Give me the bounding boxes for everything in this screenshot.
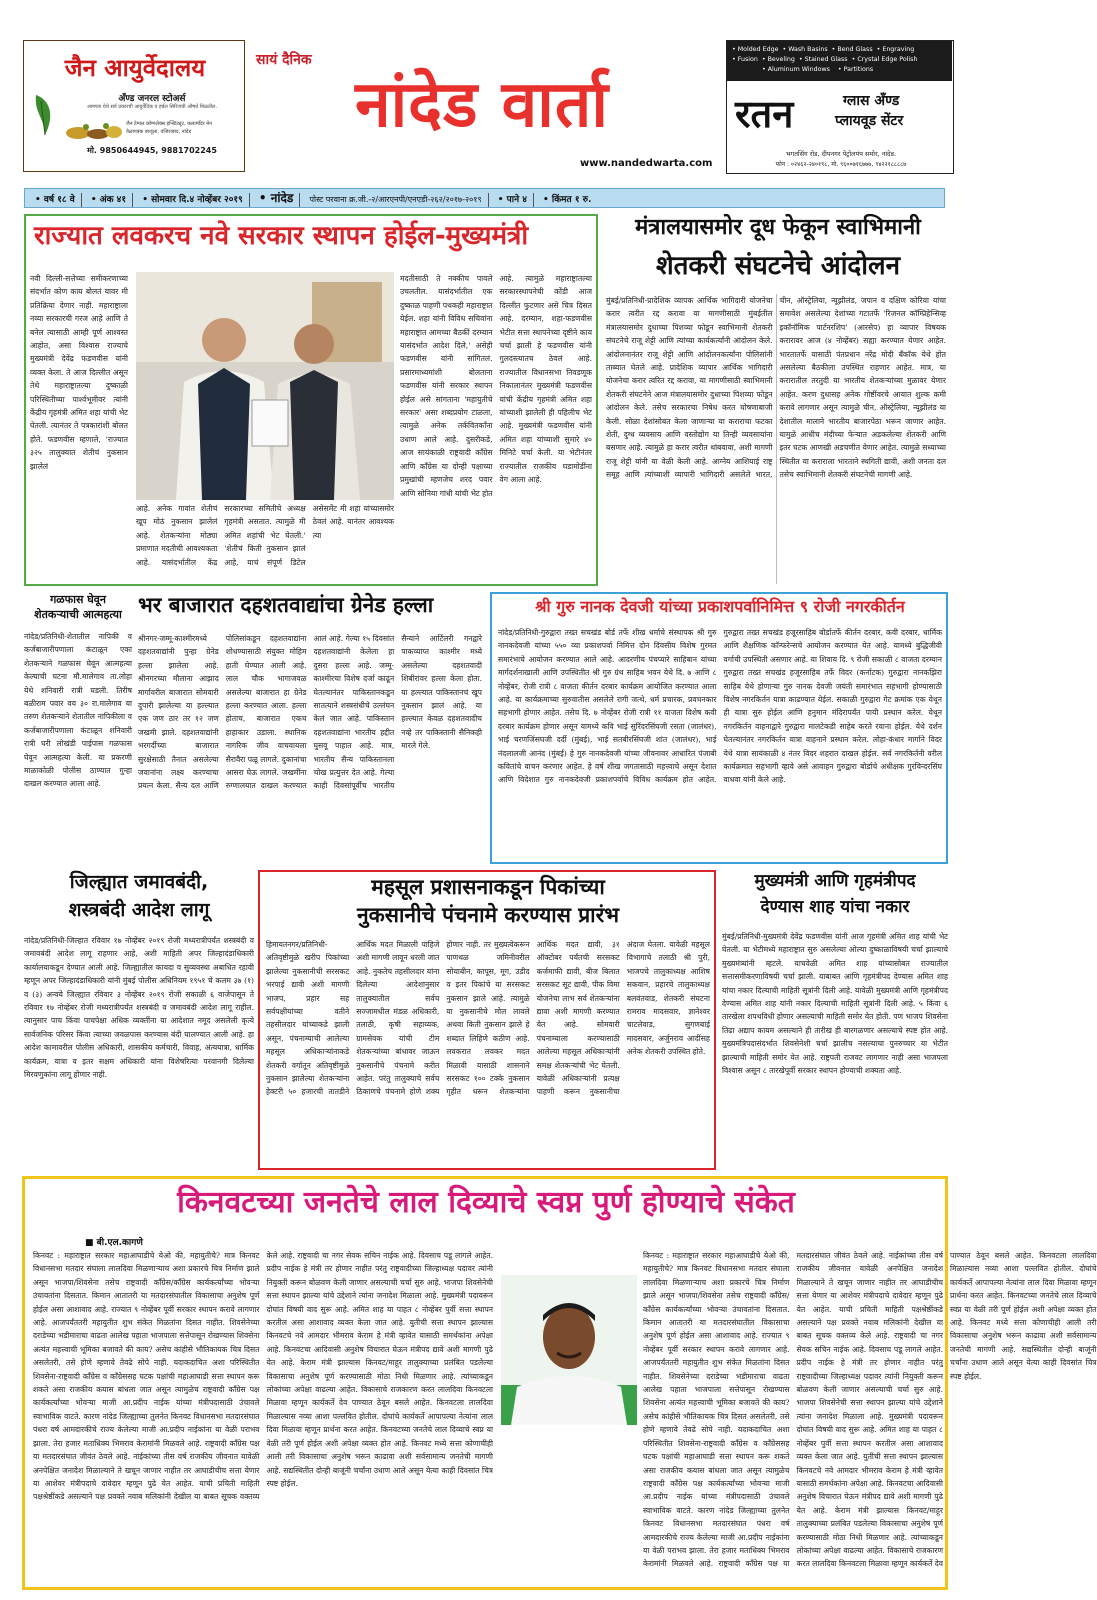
ad-left-line3: वेळापत्रक बाजूला, वजिराबाद, नांदेड	[126, 129, 192, 135]
lead-body-under: आहे. अनेक गावांत शेतीचं खूप मोठं नुकसान झालेलं आहे. शेतकऱ्यांना मोठ्या प्रमाणात मदतीची आवश्यकता आहे. यासंदर्भातील केंद्र सरकारच्या समितीचे अध्यक्ष गृहमंत्री असतात. त्यामुळे मी अमित शहांची भेट घेतली.' 'शेतीचं किती नुकसान झालं आहे, याचं संपूर्ण डिटेल असेसमेंट मी शहा यांच्यासमोर ठेवलं आहे. यानंतर आवश्यक त्या	[136, 504, 394, 567]
ad-left-subtitle: अँण्ड जनरल स्टोअर्स	[118, 94, 186, 104]
ad-right-address: भगतसिंग रोड, दीपनगर पेट्रोलपंप समोर, नांदेड.	[785, 150, 897, 158]
guru-nanak-body: नांदेड/प्रतिनिधी-गुरुद्वारा तख्त सचखंड बोर्ड तर्फे शीख धर्माचे संस्थापक श्री गुरु नानकदेवजी यांच्या ५५० व्या प्रकाशपर्वा निमित्त दोन दिवसीय विशेष गुरमत समारंभाचे आयोजन करण्यात आले आहे. आदरणीय पंचप्यारे साहिबान यांच्या मार्गदर्शनाखाली आणि उपस्थितीत श्री गुरु ग्रंथ साहिब भवन येथे दि. ७ आणि ८ नोव्हेंबर, रोजी रात्री ८ वाजता कीर्तन दरबार कार्यक्रम आयोजित करण्यात आला आहे. या कार्यक्रमाच्या सुरुवातीस असलेले रागी जत्थे, धर्म प्रचारक, प्रवचनकार सहभागी होणार आहेत. तसेच दि. ७ नोव्हेंबर रोजी रात्री ११ वाजता विशेष कवी दरबार कार्यक्रम होणार असून यामध्ये कवि भाई सुरिंदरसिंघजी रसता (जालंधर), भाई चरणजिंसघजी दर्दी (मुंबई), भाई सतबीरसिंघजी शांत (जालंधर), भाई नंदलालजी आनंद (मुंबई) हे गुरु नानकदेवजी यांच्या जीवनावर आधारित पंजाबी कवितांचे वाचन करणार आहेत. हे वर्ष शीख जगतासाठी महत्त्वाचे असून देशात आणि विदेशात गुरु नानकदेवजी प्रकाशपर्वाचे विविध कार्यक्रम होत आहेत. गुरुद्वारा तख्त सचखंड हजूरसाहिब बोर्डातर्फे कीर्तन दरबार, कवी दरबार, धार्मिक आणि शैक्षणिक कॉन्फरेन्सचे आयोजन करण्यात येत आहे. यामध्ये बुद्धिजीवी वर्गाची उपस्थिती असणार आहे. या शिवाय दि. ९ रोजी सकाळी ८ वाजता दरम्यान गुरुद्वारा तख्त सचखंड हजूरसाहिब तर्फे विदर (कर्नाटक) गुरुद्वारा नानकझिरा साहिब येथे होणाऱ्या गुरु नानक देवजी जयंती समारंभात सहभागी होण्यासाठी विशेष नगरकिर्तन यात्रा काढण्यात येईल. सकाळी गुरुद्वारा गेट क्रमांक एक येथून ही यात्रा सुरु होईल आणि हनुमान मंदिरापर्यंत पायी प्रस्थान करेल. येथून नगरकिर्तन वाहनाद्वारे गुरुद्वारा मालटेकडी साहेब करते रवाना होईल. येथे दर्शन घेतल्यानंतर नगरकिर्तन यात्रा वाहनाने प्रस्थान करेल. लोहा-कंधार मार्गाने विदर येथे यात्रा सायंकाळी ४ नंतर विदर शहरात दाखल होईल. सर्व नगरकिर्तनी वरील कार्यक्रमात सहभागी व्हावे असे आवाहन गुरुद्वारा बोर्डाचे अधीक्षक गुरविन्दरसिंघ वाधवा यांनी केले आहे.	[498, 628, 942, 785]
milk-protest-headline-2: शेतकरी संघटनेचे आंदोलन	[655, 251, 901, 281]
ad-right-name-line2: प्लायवूड सेंटर	[835, 113, 904, 129]
cm-home-ministry-body: मुंबई/प्रतिनिधी-मुख्यमंत्री देवेंद्र फडणवीस यांनी आज गृहमंत्री अमित शाह यांची भेट घेतली. या भेटीमध्ये महाराष्ट्रात सुरु असलेल्या ओल्या दुष्काळाविषयी चर्चा झाल्याचे मुख्यमंत्र्यांनी म्हटले. याचवेळी अमित शाह यांच्यासोबत राज्यातील सत्तासमीकरणाविषयी चर्चा झाली. याबाबत आणि गृहमंत्रीपद देण्यास अमित शाह यांचा नकार दिल्याची माहिती सूत्रांनी दिली आहे. यावेळी मुख्यमंत्री आणि गृहमंत्रीपद देण्यास अमित शाह यांनी नकार दिल्याची माहिती सूत्रांनी दिली आहे. ५ किंवा ६ तारखेला शपथविधी होणार असल्याची माहिती समोर येत होती. पण भाजप शिवसेना तिढा अद्याप कायम असल्याने ही तारीख ही बारगळणार असल्याचे स्पष्ट होत आहे. मुख्यमंत्रिपदासंदर्भात शिवसेनेशी चर्चा झालीच नसल्याचा पुनरुच्चार या भेटीत झाल्याची माहिती समोर येत आहे. राष्ट्रपती राजवट लागणार नाही असा भाजपला विश्वास असून ८ तारखेपूर्वी सरकार स्थापन होण्याची शक्यता आहे.	[722, 932, 948, 1076]
dateline-price: • किंमत १ रु.	[543, 195, 592, 205]
crop-loss-headline-2: नुकसानीचे पंचनामे करण्यास प्रारंभ	[357, 903, 619, 927]
ad-right-phone: फोन : ०२४६२-२४०१९८, मो. ९६००७१६७७७, ९४२२१८८८८७	[775, 161, 907, 168]
dateline-date: • सोमवार दि.४ नोव्हेंबर २०१९	[142, 195, 243, 205]
kinwat-body-right	[643, 1249, 1097, 1583]
farmer-suicide-body: नांदेड/प्रतिनिधी-शेतातील नापिकी व कर्जबाजारीपणाला कंटाळून एका शेतकऱ्याने गळफास घेवून आत्महत्या केल्याची घटना मौ.मालेगाव ता.लोहा येथे शनिवारी रात्री घडली. तिरीष बळीराम पवार वय ३० रा.मालेगाव या तरुण शेतकऱ्याने शेतातील नापिकीला व कर्जबाजारीपणाला कंटाळून शनिवारी रात्री घरी लोखंडी पाईपास गळफास घेवून आत्महत्या केली. या प्रकरणी माळाकोळी पोलीस ठाण्यात गुन्हा दाखल करण्यात आला आहे.	[24, 632, 132, 789]
leaf-icon	[30, 89, 60, 137]
dateline-permit: पोस्ट परवाना क्र.जी.-२/आरएनपी/एनएडी-२६२/२०१७-२०१९	[309, 195, 482, 204]
kinwat-body-left: किनवट : महाराष्ट्रात सरकार महाआघाडीचे येओ की, महायुतीचे? मात्र किनवट विधानसभा मतदार संघाला लालदिवा मिळणाऱ्याच अशा प्रकारचे चित्र निर्माण झाले असून भाजपा/शिवसेना तसेच राष्ट्रवादी काँग्रेस/काँग्रेस कार्यकर्त्यांच्या भोवऱ्या उंचावतांना दिसतात. किमान आतातरी या मतदारसंघातील विकासाचा अनुशेष पूर्ण होईल असा आशावाद आहे. राज्यात ९ नोव्हेंबर पूर्वी सरकार स्थापन करावे लागणार आहे. आजपर्यंततरी महायुतीत शुभ संकेत मिळतांना दिसत नाहीत. शिवसेनेच्या दराडेच्या भडीमाराचा वाढता आलेख पहाता भाजपाला सत्तेपासून रोखण्यास शिवसेना अत्यंत महत्त्वाची भूमिका बजावते की काय? असेच कांहीसे भौतिकायक चित्र दिसत असलेतरी, तसे होणे म्हणावे तेवढे सोपे नाही. यदाकदाचित अशा परिस्थितीत शिवसेना-राष्ट्रवादी काँग्रेस व काँग्रेससह घटक पक्षांची महाआघाडी सत्ता स्थापन करू शकते असा राजकीय कयास बांधला जात असून त्यामुळेच राष्ट्रवादी काँग्रेस पक्ष कार्यकर्त्यांच्या भोवऱ्या माजी आ.प्रदीप नाईक यांच्या मंत्रीपदासाठी उंचावले स्वाभाविक वाटते. कारण नांदेड जिल्ह्याच्या तुलनेत किनवट विधानसभा मतदारसंघात पंधरा वर्ष आमदारकीचे राज्य केलेल्या माजी आ.प्रदीप नाईकांना या वेळी पराभव झाला. तेरा हजार मताधिक्य भिमराव केरामांनी मिळवले आहे. राष्ट्रवादी काँग्रेस पक्ष या मतदारसंघात जीवंत ठेवले आहे. नाईकांच्या तीस वर्ष राजकीय जीवनात यावेळी अनपेक्षित जनादेश मिळाल्याने ते खचून जाणार नाहीत तर आघाडीचीच सत्ता येणार या आशेवर मंत्रीपदाचे दावेदार म्हणून पुढे येत आहेत. याची प्रचिती माहिती पक्षश्रेष्ठींकडे असल्याने पक्ष प्रवक्ते नवाब मलिकांनी देखील या बाबत सूचक वक्तव्य केले आहे. राष्ट्रवादी चा नगर सेवक सचिन नाईक आहे. दिवसाच पडू लागले आहेत. प्रदीप नाईक हे मंत्री तर होणार नाहीत परंतु राष्ट्रवादीच्या जिल्हाध्यक्ष पदावर त्यांनी नियुक्ती करून बोळवण केली जाणार असल्याची चर्चा सुरु आहे. भाजपा शिवसेनेची सत्ता स्थापन झाल्या यांचे उद्देशाने त्यांना जनादेश मिळाला आहे. मुख्यमंत्री पदावरून दोघांत विषयी वाद सुरू आहे. अमित शाह या पाहत ८ नोव्हेंबर पुर्वी सत्ता स्थापन करतील असा आशावाद व्यक्त केला जात आहे. युतीची सत्ता स्थापन झाल्यास किनवटचे नवे आमदार भीमराव केराम हे मंत्री व्हावेत यासाठी समर्थकांना अपेक्षा आहे. किनवटचा आदिवासी अनुशेष विचारात घेऊन मंत्रीपद द्यावे अशी मागणी पुढे येत आहे. केराम मंत्री झाल्यास किनवट/माहूर तालुक्याच्या प्रलंबित पडलेल्या विकासाचा अनुशेष पूर्ण करण्यासाठी मोठा निधी मिळणार आहे. त्यांच्याकडून लोकांच्या अपेक्षा वाढल्या आहेत. विकासाचे राजकारण करत लालदिवा किनवटला मिळावा म्हणून कार्यकर्ते देव पाण्यात ठेवून बसले आहेत. किनवटला लालदिवा मिळाल्यास नव्या आशा पल्लवित होतील. दोघांचे कार्यकर्ते आपापल्या नेत्यांना लाल दिवा मिळावा म्हणून प्रार्थना करत आहेत. किनवटच्या जनतेचे लाल दिव्याचे स्वप्न या वेळी तरी पूर्ण होईल अशी अपेक्षा व्यक्त होत आहे. किनवट मध्ये सत्ता कोणाचीही आली तरी विकासाचा अनुशेष भरून काढावा अशी सर्वसामान्य जनतेची मागणी आहे. सद्यस्थितीत दोन्ही बाजूंनी चर्चांना उधाण आले असून येत्या काही दिवसांत चित्र स्पष्ट होईल.	[33, 1251, 493, 1502]
prohibitory-order-headline-2: शस्त्रबंदी आदेश लागू	[68, 899, 210, 921]
kinwat-body-right-text: किनवट : महाराष्ट्रात सरकार महाआघाडीचे येओ की, महायुतीचे? मात्र किनवट विधानसभा मतदार संघाला लालदिवा मिळणाऱ्याच अशा प्रकारचे चित्र निर्माण झाले असून भाजपा/शिवसेना तसेच राष्ट्रवादी काँग्रेस/काँग्रेस कार्यकर्त्यांच्या भोवऱ्या उंचावतांना दिसतात. किमान आतातरी या मतदारसंघातील विकासाचा अनुशेष पूर्ण होईल असा आशावाद आहे. राज्यात ९ नोव्हेंबर पूर्वी सरकार स्थापन करावे लागणार आहे. आजपर्यंततरी महायुतीत शुभ संकेत मिळतांना दिसत नाहीत. शिवसेनेच्या दराडेच्या भडीमाराचा वाढता आलेख पहाता भाजपाला सत्तेपासून रोखण्यास शिवसेना अत्यंत महत्त्वाची भूमिका बजावते की काय? असेच कांहीसे भौतिकायक चित्र दिसत असलेतरी, तसे होणे म्हणावे तेवढे सोपे नाही. यदाकदाचित अशा परिस्थितीत शिवसेना-राष्ट्रवादी काँग्रेस व काँग्रेससह घटक पक्षांची महाआघाडी सत्ता स्थापन करू शकते असा राजकीय कयास बांधला जात असून त्यामुळेच राष्ट्रवादी काँग्रेस पक्ष कार्यकर्त्यांच्या भोवऱ्या माजी आ.प्रदीप नाईक यांच्या मंत्रीपदासाठी उंचावले स्वाभाविक वाटते. कारण नांदेड जिल्ह्याच्या तुलनेत किनवट विधानसभा मतदारसंघात पंधरा वर्ष आमदारकीचे राज्य केलेल्या माजी आ.प्रदीप नाईकांना या वेळी पराभव झाला. तेरा हजार मताधिक्य भिमराव केरामांनी मिळवले आहे. राष्ट्रवादी काँग्रेस पक्ष या मतदारसंघात जीवंत ठेवले आहे. नाईकांच्या तीस वर्ष राजकीय जीवनात यावेळी अनपेक्षित जनादेश मिळाल्याने ते खचून जाणार नाहीत तर आघाडीचीच सत्ता येणार या आशेवर मंत्रीपदाचे दावेदार म्हणून पुढे येत आहेत. याची प्रचिती माहिती पक्षश्रेष्ठींकडे असल्याने पक्ष प्रवक्ते नवाब मलिकांनी देखील या बाबत सूचक वक्तव्य केले आहे. राष्ट्रवादी चा नगर सेवक सचिन नाईक आहे. दिवसाच पडू लागले आहेत. प्रदीप नाईक हे मंत्री तर होणार नाहीत परंतु राष्ट्रवादीच्या जिल्हाध्यक्ष पदावर त्यांनी नियुक्ती करून बोळवण केली जाणार असल्याची चर्चा सुरु आहे. भाजपा शिवसेनेची सत्ता स्थापन झाल्या यांचे उद्देशाने त्यांना जनादेश मिळाला आहे. मुख्यमंत्री पदावरून दोघांत विषयी वाद सुरू आहे. अमित शाह या पाहत ८ नोव्हेंबर पुर्वी सत्ता स्थापन करतील असा आशावाद व्यक्त केला जात आहे. युतीची सत्ता स्थापन झाल्यास किनवटचे नवे आमदार भीमराव केराम हे मंत्री व्हावेत यासाठी समर्थकांना अपेक्षा आहे. किनवटचा आदिवासी अनुशेष विचारात घेऊन मंत्रीपद द्यावे अशी मागणी पुढे येत आहे. केराम मंत्री झाल्यास किनवट/माहूर तालुक्याच्या प्रलंबित पडलेल्या विकासाचा अनुशेष पूर्ण करण्यासाठी मोठा निधी मिळणार आहे. त्यांच्याकडून लोकांच्या अपेक्षा वाढल्या आहेत. विकासाचे राजकारण करत लालदिवा किनवटला मिळावा म्हणून कार्यकर्ते देव पाण्यात ठेवून बसले आहेत. किनवटला लालदिवा मिळाल्यास नव्या आशा पल्लवित होतील. दोघांचे कार्यकर्ते आपापल्या नेत्यांना लाल दिवा मिळावा म्हणून प्रार्थना करत आहेत. किनवटच्या जनतेचे लाल दिव्याचे स्वप्न या वेळी तरी पूर्ण होईल अशी अपेक्षा व्यक्त होत आहे. किनवट मध्ये सत्ता कोणाचीही आली तरी विकासाचा अनुशेष भरून काढावा अशी सर्वसामान्य जनतेची मागणी आहे. सद्यस्थितीत दोन्ही बाजूंनी चर्चांना उधाण आले असून येत्या काही दिवसांत चित्र स्पष्ट होईल.	[643, 1251, 1097, 1569]
cm-home-ministry-headline-2: देण्यास शाह यांचा नकार	[760, 897, 910, 917]
grenade-attack-body: श्रीनगर-जम्मू-काश्मीरमध्ये दहशतवाद्यांनी पुन्हा ग्रेनेड हल्ला झालेला आहे. श्रीनगरच्या मौलाना आझाद मार्गावरील बाजारात सोमवारी दुपारी झालेल्या या हल्ल्यात एक जण ठार तर १२ जण जखमी झाले. दहशतवाद्यांनी भरगर्दीच्या बाजारात सुरक्षेसाठी तैनात असलेल्या जवानांना लक्ष्य करण्याचा प्रयत्न केला. सैन्य दल आणि पोलिसांकडून दहशतवाद्यांना शोधण्यासाठी संयुक्त मोहिम हाती घेण्यात आली आहे. लाल चौक भागाजवळ असलेल्या बाजारात हा ग्रेनेड हल्ला करण्यात आला. हल्ला होताच, बाजारात एकच हाहाकार उडाला. स्थानिक नागरिक जीव वाचवायला सैरावैरा पळू लागले. दुकानांचा आसरा घेऊ लागले. जखमींना रुग्णालयात दाखल करण्यात आलं आहे. गेल्या १५ दिवसांत दहशतवाद्यांनी केलेला हा दुसरा हल्ला आहे. जम्मू-काश्मीरचा विशेष दर्जा काढून घेतल्यानंतर पाकिस्तानकडून सातत्याने शस्त्रसंधीचे उल्लंघन केलं जात आहे. पाकिस्तान दहशतवाद्यांना भारतीय हद्दीत घुसवू पाहात आहे. मात्र, भारतीय सैन्य पाकिस्तानला चोख प्रत्युत्तर देत आहे. गेल्या काही दिवसांपूर्वीच भारतीय सैन्याने आर्टिलरी गनद्वारे पाकव्याप्त काश्मीर मध्ये असलेल्या दहशतवादी शिबीरांवर हल्ला केला होता. या हल्ल्यात पाकिस्तानचं खूप नुकसान झालं आहे. या हल्ल्यात केवळ दहशतवादीच नव्हे तर पाकिस्तानी सैनिकही मारले गेले.	[138, 634, 482, 791]
masthead-title: नांदेड वार्ता	[355, 68, 609, 142]
prohibitory-order-story	[24, 872, 254, 1168]
masthead	[20, 40, 968, 180]
kinwat-story	[22, 1176, 1097, 1590]
lead-body-right: मदतीसाठी ते नक्कीच पावले उचलतील. यासंदर्भातील एक दुष्काळ पाहणी पथकही महाराष्ट्रात येईल. शहा यांनी विविध सचिवांना महाराष्ट्रात आमच्या बैठकीं दरम्यान यासंदर्भात आदेश दिले,' असेही फडणवीस यांनी सांगितलं. प्रसारमाध्यमांशी बोलताना फडणवीस यांनी सरकार स्थापन होईल असे सांगताना 'महायुतीचे सरकार' असा शब्दप्रयोग टाळला, त्यामुळे अनेक तर्कवितर्कांना उधाण आले आहे. दुसरीकडे, आज सायंकाळी राष्ट्रवादी काँग्रेस आणि काँग्रेस या दोन्ही पक्षाच्या प्रमुखांची म्हणजेच शरद पवार आणि सोनिया गांधी यांची भेट होत आहे. त्यामुळे महाराष्ट्रातल्या सरकारस्थापनेची कोंडी आज दिल्लीत फुटणार असे चित्र दिसत आहे. दरम्यान, शहा-फडणवीस भेटीत सत्ता स्थापनेच्या दृष्टीने काय चर्चा झाली हे फडणवीस यांनी गुलदस्त्यातच ठेवलं आहे. राज्यातील विधानसभा निवडणूक निकालानंतर मुख्यमंत्री फडणवीस यांची केंद्रीय गृहमंत्री अमित शहा यांच्याशी झालेली ही पहिलीच भेट आहे. मुख्यमंत्री फडणवीस यांनी अमित शहा यांच्याशी सुमारे ४० मिनिटे चर्चा केली. या भेटीनंतर राज्यातील राजकीय घडामोडींना वेग आला आहे.	[400, 274, 592, 498]
farmer-suicide-headline-1: गळफास घेवून	[50, 593, 106, 606]
cm-home-ministry-story	[722, 872, 948, 1168]
ad-left-title: जैन आयुर्वेदालय	[64, 54, 206, 82]
ad-right-brand: रतन	[735, 92, 794, 136]
lead-headline: राज्यात लवकरच नवे सरकार स्थापन होईल-मुख्यमंत्री	[34, 221, 529, 251]
prohibitory-order-headline-1: जिल्ह्यात जमावबंदी,	[69, 871, 209, 893]
masthead-tagline: सायं दैनिक	[256, 52, 312, 68]
kinwat-photo	[501, 1275, 637, 1425]
guru-nanak-headline: श्री गुरु नानक देवजी यांच्या प्रकाशपर्वानिमित्त ९ रोजी नगरकीर्तन	[535, 597, 905, 616]
grenade-attack-story	[138, 594, 482, 864]
dateline-issue: • अंक ४१	[90, 195, 127, 205]
grenade-attack-headline: भर बाजारात दहशतवाद्यांचा ग्रेनेड हल्ला	[138, 593, 434, 617]
services-row-2: • Fusion • Beveling • Stained Glass • Crystal Edge Polish	[732, 56, 918, 63]
services-row-3: • Aluminum Windows • Partitions	[762, 66, 874, 73]
crop-loss-body: हिमायतनगर/प्रतिनिधी-अतिवृष्टीमुळे खरीप पिकांच्या झालेल्या नुकसानीची सरसकट भरपाई द्यावी अशी मागणी भाजप, प्रहार सह सर्वपक्षीयांच्या वतीने तहसीलदार यांच्याकडे झाली असून, पंचनाम्याची आलेल्या महसूल अधिकाऱ्यांनाकडे शेतकरी वर्गातून अतिवृष्टीमुळे नुकसान झालेल्या शेतकऱ्यांना हेक्टरी ५० हजारची तातडीने आर्थिक मदत मिळाली पाहिजे अशी मागणी लावून धरली जात आहे. नुकतेच तहसीलदार यांना दिलेल्या आदेशानुसार तालुक्यातील सर्वच सज्जामधील मंडळ अधिकारी, तलाठी, कृषी सहाय्यक, ग्रामसेवक यांची टीम शेतकऱ्यांच्या बांधावर जाऊन नुकसानीचे पंचनामे करीत आहेत. परंतु तालुक्याचे सर्वच ठिकाणचे पंचनामे होणे शक्य होणार नाही. तर मुख्यत्वेकरून पाणथळ जमिनीवरील सोयाबीन, कापूस, मूग, उडीद व इतर पिकांचे या सरसकट नुकसान झाले आहे. त्यामुळे या नुकसानीचे मोल लावले अथवा किती नुकसान झाले हे शब्दात लिहिणे कठीण आहे. लवकरात लवकर मदत मिळावी यासाठी शासनाने सरसकट १०० टक्के नुकसान गृहीत धरून शेतकऱ्यांना आर्थिक मदत द्यावी, ३१ ऑक्टोबर पर्यंतची सरसकट कर्जमाफी द्यावी, बीज बिलात सरसकट सूट द्यावी, पीक विमा योजनेचा लाभ सर्व शेतकऱ्यांना द्यावा अशी मागणी करण्यात येत आहे. सोमवारी पंचनाम्याला करण्यासाठी आलेल्या महसूल अधिकाऱ्यांनी समक्ष शेतकऱ्यांची भेट घेतली. यावेळी अधिकाऱ्यांनी प्रत्यक्ष पाहणी करून नुकसानीचा अंदाज घेतला. यावेळी महसूल विभागाचे तलाठी श्री पुरी, भाजपचे तालुकाध्यक्ष आशिष सकवान, प्रहारचे तालुकाध्यक्ष बलवंतवाड, शेतकरी संघटना रामराव मादसवार, ज्ञानेश्वर चाटलेवाड, सुगणबाई मादसवार, अर्जुनराव आदींसह अनेक शेतकरी उपस्थित होते.	[266, 940, 710, 1097]
kinwat-headline: किनवटच्या जनतेचे लाल दिव्याचे स्वप्न पुर्ण होण्याचे संकेत	[177, 1185, 795, 1220]
lead-body-left: नवी दिल्ली-सत्तेच्या समीकरणाच्या संदर्भात कोण काय बोलतं यावर मी प्रतिक्रिया देणार नाही. महाराष्ट्राला नव्या सरकारची गरज आहे आणि ते बनेल त्यासाठी आम्ही पूर्ण आश्वस्त आहोत, असा विश्वास राज्याचे मुख्यमंत्री देवेंद्र फडणवीस यांनी व्यक्त केला. ते आज दिल्लीत असून तेथे महाराष्ट्रातल्या दुष्काळी परिस्थितीच्या पार्श्वभूमीवर त्यांनी केंद्रीय गृहमंत्री अमित शहा यांची भेट घेतली. त्यानंतर ते पत्रकारांशी बोलत होते. फडणवीस म्हणाले, 'राज्यात ३२५ तालुक्यात शेतीचं नुकसान झालेलं	[30, 274, 128, 471]
dateline-year: • वर्ष १८ वे	[35, 195, 75, 205]
ad-left-line2: जैन टेम्पल कॉम्पलेक्स इन्स्टिट्यूट, कलामंदिर मेन	[126, 121, 213, 127]
services-row-1: • Molded Edge • Wash Basins • Bend Glass • Engraving	[732, 46, 915, 53]
ad-left-phone: मो. 9850644945, 9881702245	[87, 146, 217, 155]
milk-protest-body: मुंबई/प्रतिनिधी-प्रादेशिक व्यापक आर्थिक भागिदारी योजनेचा करार त्वरीत रद्द करावा या मागणीसाठी मुंबईतील मंत्रालयासमोर दुधाच्या पिशव्या फोडून स्वाभिमानी शेतकरी संघटनेचे राजू शेट्टी आणि त्यांच्या कार्यकर्त्यांनी आंदोलन केले. आंदोलनानंतर राजू शेट्टी आणि आंदोलनकर्त्यांना पोलिसांनी ताब्यात घेतले आहे. प्रादेशिक व्यापार आर्थिक भागिदारी योजनेचा करार त्वरित रद्द करावा, या मागणीसाठी स्वाभिमानी शेतकरी संघटनेने आज मंत्रालयासमोर दुधाच्या पिशव्या फोडून आंदोलन केले. तसेच सरकारचा निषेध करत घोषणाबाजी केली. सोळा देशांसोबत केला जाणाऱ्या या कराराचा फटका शेती, दुग्ध व्यवसाय आणि वस्तोद्योग या तिन्ही व्यवसायांना बसणार आहे. त्यामुळे हा करार त्वरीत थांबवावा, अशी मागणी राजू शेट्टी यांनी या वेळी केली आहे. आग्नेय आशियाई राष्ट्र समूह आणि त्यांच्याशी व्यापारी भागिदारी असलेले भारत, चीन, ऑस्ट्रेलिया, न्यूझीलंड, जपान व दक्षिण कोरिया यांचा समावेश असलेल्या देशांच्या गटातर्फे 'रिजनल कॉम्प्रिहेन्सिव्ह इकॉनॉमिक पार्टनरशिप' (आरसेप) हा व्यापार विषयक करारावर आज (४ नोव्हेंबर) सह्या करण्यात येणार आहेत. भारतातर्फे यासाठी पंतप्रधान नरेंद्र मोदी बँकॉक येथे होत असलेल्या बैठकीला उपस्थित राहणार आहेत. मात्र, या करारातील तरतुदी या भारतीय शेतकऱ्यांच्या मुळावर येणार आहेत. करण दुधासह अनेक गोष्टींवरचे आयात शुल्क कमी करावे लागणार असून त्यामुळे चीन, ऑस्ट्रेलिया, न्यूझीलंड या देशातील मालाने भारतीय बाजारपेठा भरून जाणार आहेत. यामुळे आधीच मंदीच्या फेऱ्यात अडकलेल्या शेतकरी आणि इतर घटक आणखी अडचणीत येणार आहेत. त्यामुळे सध्याच्या स्थितीत या कराराला भारताने स्थगिती द्यावी, अशी जनता दल तसेच स्वाभिमानी शेतकरी संघटनेची मागणी आहे.	[606, 296, 946, 480]
ad-ratan-glass	[726, 40, 954, 174]
milk-protest-story	[604, 214, 948, 586]
masthead-website: www.nandedwarta.com	[580, 158, 713, 169]
dateline-bar	[24, 188, 945, 208]
crop-loss-headline-1: महसूल प्रशासनाकडून पिकांच्या	[371, 875, 605, 899]
guru-nanak-story	[490, 592, 948, 864]
prohibitory-order-body: नांदेड/प्रतिनिधी-जिल्हात रविवार १७ नोव्हेंबर २०१९ रोजी मध्यरात्रीपर्यंत शस्त्रबंदी व जमावबंदी आदेश लागू राहणार आहे, अशी माहिती अपर जिल्हादंडाधिकारी कार्यालयाकडून देण्यात आली आहे. जिल्ह्यातील कायदा व सुव्यवस्था अबाधित रहावी म्हणून अपर जिल्हादंडाधिकारी यांनी मुंबई पोलीस अधिनियम १९५१ चे कलम ३७ (१) व (३) अन्वये जिल्ह्यात रविवार ३ नोव्हेंबर २०१९ रोजी सकाळी ६ वाजेपासून ते रविवार १७ नोव्हेंबर रोजी मध्यरात्रीपर्यंत शस्त्रबंदी व जमावबंदी आदेश लागू राहील. त्यानुसार पाच किंवा पाचपेक्षा अधिक व्यक्तींना या आदेशात नमूद असलेली कृत्ये सार्वजनिक परिसर किंवा त्याच्या जवळपास करण्यास बंदी घालण्यात आली आहे. हा आदेश कामावरील पोलीस अधिकारी, शासकीय कर्मचारी, विवाह, अंत्ययात्रा, धार्मिक कार्यक्रम, यात्रा व इतर सक्षम अधिकारी यांना विशेषरित्या परवानगी दिलेल्या मिरवणुकांना लागू होणार नाही.	[24, 936, 254, 1080]
cm-home-ministry-headline-1: मुख्यमंत्री आणि गृहमंत्रीपद	[754, 871, 916, 891]
ad-right-name-line1: ग्लास अँण्ड	[843, 93, 900, 109]
lead-story	[24, 214, 598, 586]
lead-photo	[136, 272, 394, 500]
farmer-suicide-story	[24, 594, 132, 864]
herbs-image	[64, 119, 124, 141]
kinwat-byline: ■ बी.एल.कागणे	[85, 1238, 143, 1248]
dateline-city: • नांदेड	[258, 191, 294, 205]
ad-jain-ayurvedalaya	[23, 40, 245, 172]
dateline-pages: • पाने ४	[497, 195, 527, 205]
ad-right-services	[727, 41, 952, 81]
farmer-suicide-headline-2: शेतकऱ्याची आत्महत्या	[34, 608, 122, 621]
ad-left-line1: आमच्या येथे सर्व प्रकारची आयुर्वेदिक व हर्बल सिरिजची औषधे मिळतील.	[86, 104, 218, 110]
crop-loss-story	[258, 870, 716, 1170]
milk-protest-headline-1: मंत्रालयासमोर दूध फेकून स्वाभिमानी	[635, 215, 921, 240]
